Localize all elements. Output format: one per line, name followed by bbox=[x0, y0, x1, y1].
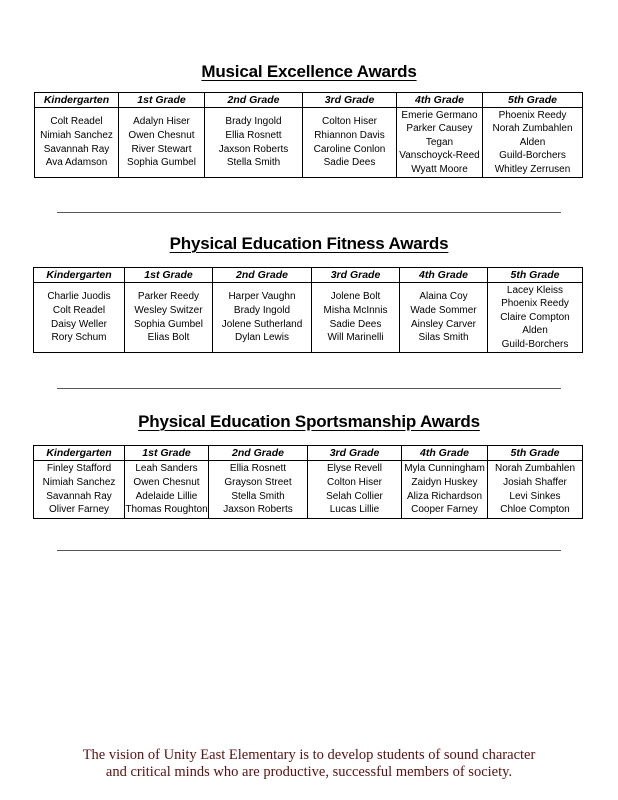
name-list bbox=[308, 462, 401, 516]
grade-cell bbox=[308, 461, 402, 519]
student-name: River Stewart bbox=[131, 143, 192, 155]
grade-cell bbox=[34, 283, 125, 353]
student-name: Caroline Conlon bbox=[313, 143, 386, 155]
student-name: Cooper Farney bbox=[411, 504, 478, 516]
grade-cell bbox=[35, 108, 119, 178]
student-name: Brady Ingold bbox=[225, 116, 282, 128]
student-name: Stella Smith bbox=[231, 490, 285, 502]
name-list bbox=[483, 109, 582, 177]
student-name: Ainsley Carver bbox=[410, 318, 477, 330]
grade-cell bbox=[209, 461, 308, 519]
student-name: Jaxson Roberts bbox=[223, 504, 293, 516]
grade-cell bbox=[303, 108, 397, 178]
student-name: Norah Zumbahlen bbox=[492, 123, 573, 135]
column-header: 2nd Grade bbox=[209, 446, 308, 461]
student-name: Parker Causey bbox=[406, 123, 473, 135]
student-name: Colt Readel bbox=[52, 304, 106, 316]
table-header-row bbox=[34, 446, 583, 461]
student-name: Savannah Ray bbox=[46, 490, 112, 502]
student-name: Ava Adamson bbox=[45, 157, 108, 169]
student-name: Silas Smith bbox=[418, 332, 469, 344]
student-name: Nimiah Sanchez bbox=[40, 129, 113, 141]
student-name: Finley Stafford bbox=[46, 463, 112, 475]
column-header: 1st Grade bbox=[125, 268, 213, 283]
student-name: Alden bbox=[522, 325, 548, 337]
section-divider bbox=[57, 550, 561, 551]
student-name: Harper Vaughn bbox=[228, 291, 296, 303]
column-header: 4th Grade bbox=[402, 446, 488, 461]
name-list bbox=[312, 290, 399, 344]
table-row bbox=[35, 108, 583, 178]
section-title-fitness: Physical Education Fitness Awards bbox=[169, 234, 449, 253]
vision-statement bbox=[0, 747, 618, 781]
student-name: Nimiah Sanchez bbox=[42, 476, 116, 488]
student-name: Selah Collier bbox=[326, 490, 383, 502]
column-header: 1st Grade bbox=[125, 446, 209, 461]
student-name: Phoenix Reedy bbox=[501, 298, 569, 310]
grade-cell bbox=[213, 283, 312, 353]
student-name: Phoenix Reedy bbox=[498, 109, 567, 121]
student-name: Ellia Rosnett bbox=[229, 463, 287, 475]
grade-cell bbox=[312, 283, 400, 353]
name-list bbox=[125, 290, 212, 344]
student-name: Oliver Farney bbox=[48, 504, 109, 516]
student-name: Sophia Gumbel bbox=[134, 318, 203, 330]
student-name: Ellia Rosnett bbox=[225, 129, 282, 141]
name-list bbox=[488, 284, 582, 352]
student-name: Sophia Gumbel bbox=[127, 157, 196, 169]
column-header: 5th Grade bbox=[483, 93, 583, 108]
name-list bbox=[209, 462, 307, 516]
column-header: 4th Grade bbox=[400, 268, 488, 283]
fitness-table bbox=[33, 267, 583, 353]
student-name: Owen Chesnut bbox=[133, 476, 200, 488]
student-name: Jolene Bolt bbox=[330, 291, 381, 303]
student-name: Misha McInnis bbox=[323, 304, 388, 316]
student-name: Wade Sommer bbox=[410, 304, 477, 316]
student-name: Grayson Street bbox=[224, 476, 292, 488]
column-header: 3rd Grade bbox=[312, 268, 400, 283]
name-list bbox=[303, 115, 396, 169]
student-name: Guild-Borchers bbox=[499, 150, 566, 162]
student-name: Alaina Coy bbox=[419, 291, 468, 303]
name-list bbox=[488, 462, 582, 516]
table-row bbox=[34, 283, 583, 353]
student-name: Claire Compton bbox=[500, 311, 570, 323]
grade-cell bbox=[488, 283, 583, 353]
student-name: Myla Cunningham bbox=[404, 463, 485, 475]
section-divider bbox=[57, 212, 561, 213]
student-name: Thomas Roughton bbox=[125, 504, 208, 516]
student-name: Lucas Lillie bbox=[329, 504, 380, 516]
name-list bbox=[213, 290, 311, 344]
student-name: Stella Smith bbox=[226, 157, 281, 169]
student-name: Whitley Zerrusen bbox=[494, 163, 571, 175]
student-name: Jaxson Roberts bbox=[218, 143, 289, 155]
student-name: Colton Hiser bbox=[326, 476, 383, 488]
student-name: Elias Bolt bbox=[147, 332, 190, 344]
name-list bbox=[125, 462, 208, 516]
column-header: 4th Grade bbox=[397, 93, 483, 108]
student-name: Guild-Borchers bbox=[501, 338, 569, 350]
table-header-row bbox=[35, 93, 583, 108]
student-name: Sadie Dees bbox=[329, 318, 382, 330]
grade-cell bbox=[125, 461, 209, 519]
grade-cell bbox=[205, 108, 303, 178]
student-name: Lacey Kleiss bbox=[506, 284, 564, 296]
student-name: Adelaide Lillie bbox=[135, 490, 198, 502]
student-name: Wyatt Moore bbox=[411, 163, 468, 175]
student-name: Colt Readel bbox=[50, 116, 103, 128]
student-name: Vanschoyck-Reed bbox=[399, 150, 480, 162]
column-header: Kindergarten bbox=[34, 446, 125, 461]
name-list bbox=[205, 115, 302, 169]
student-name: Brady Ingold bbox=[233, 304, 291, 316]
name-list bbox=[34, 290, 124, 344]
grade-cell bbox=[488, 461, 583, 519]
sportsmanship-table bbox=[33, 445, 583, 519]
name-list bbox=[34, 462, 124, 516]
section-divider bbox=[57, 388, 561, 389]
column-header: Kindergarten bbox=[34, 268, 125, 283]
student-name: Charlie Juodis bbox=[47, 291, 111, 303]
grade-cell bbox=[397, 108, 483, 178]
student-name: Will Marinelli bbox=[327, 332, 384, 344]
student-name: Parker Reedy bbox=[137, 291, 200, 303]
grade-cell bbox=[34, 461, 125, 519]
student-name: Adalyn Hiser bbox=[133, 116, 190, 128]
student-name: Zaidyn Huskey bbox=[411, 476, 478, 488]
student-name: Savannah Ray bbox=[43, 143, 110, 155]
column-header: Kindergarten bbox=[35, 93, 119, 108]
student-name: Rhiannon Davis bbox=[314, 129, 385, 141]
column-header: 2nd Grade bbox=[205, 93, 303, 108]
grade-cell bbox=[400, 283, 488, 353]
table-header-row bbox=[34, 268, 583, 283]
musical-excellence-table bbox=[34, 92, 583, 178]
student-name: Aliza Richardson bbox=[406, 490, 483, 502]
student-name: Rory Schum bbox=[51, 332, 107, 344]
student-name: Colton Hiser bbox=[321, 116, 378, 128]
column-header: 3rd Grade bbox=[303, 93, 397, 108]
student-name: Emerie Germano bbox=[401, 109, 478, 121]
student-name: Tegan bbox=[425, 136, 454, 148]
grade-cell bbox=[119, 108, 205, 178]
column-header: 5th Grade bbox=[488, 268, 583, 283]
column-header: 5th Grade bbox=[488, 446, 583, 461]
column-header: 2nd Grade bbox=[213, 268, 312, 283]
table-row bbox=[34, 461, 583, 519]
student-name: Alden bbox=[519, 136, 546, 148]
name-list bbox=[400, 290, 487, 344]
student-name: Sadie Dees bbox=[323, 157, 376, 169]
vision-line: and critical minds who are productive, successful members of society. bbox=[105, 764, 513, 780]
student-name: Dylan Lewis bbox=[235, 332, 289, 344]
name-list bbox=[397, 109, 482, 177]
section-title-sportsmanship: Physical Education Sportsmanship Awards bbox=[138, 412, 480, 431]
student-name: Elyse Revell bbox=[326, 463, 383, 475]
vision-line: The vision of Unity East Elementary is to develop students of sound character bbox=[82, 747, 536, 763]
student-name: Daisy Weller bbox=[51, 318, 107, 330]
grade-cell bbox=[125, 283, 213, 353]
name-list bbox=[119, 115, 204, 169]
column-header: 3rd Grade bbox=[308, 446, 402, 461]
student-name: Chloe Compton bbox=[500, 504, 570, 516]
student-name: Jolene Sutherland bbox=[221, 318, 303, 330]
student-name: Owen Chesnut bbox=[128, 129, 195, 141]
grade-cell bbox=[402, 461, 488, 519]
student-name: Josiah Shaffer bbox=[503, 476, 567, 488]
name-list bbox=[35, 115, 118, 169]
column-header: 1st Grade bbox=[119, 93, 205, 108]
section-title-musical-excellence: Musical Excellence Awards bbox=[201, 62, 417, 81]
student-name: Levi Sinkes bbox=[509, 490, 561, 502]
student-name: Wesley Switzer bbox=[134, 304, 203, 316]
student-name: Norah Zumbahlen bbox=[494, 463, 576, 475]
student-name: Leah Sanders bbox=[135, 463, 198, 475]
name-list bbox=[402, 462, 487, 516]
grade-cell bbox=[483, 108, 583, 178]
